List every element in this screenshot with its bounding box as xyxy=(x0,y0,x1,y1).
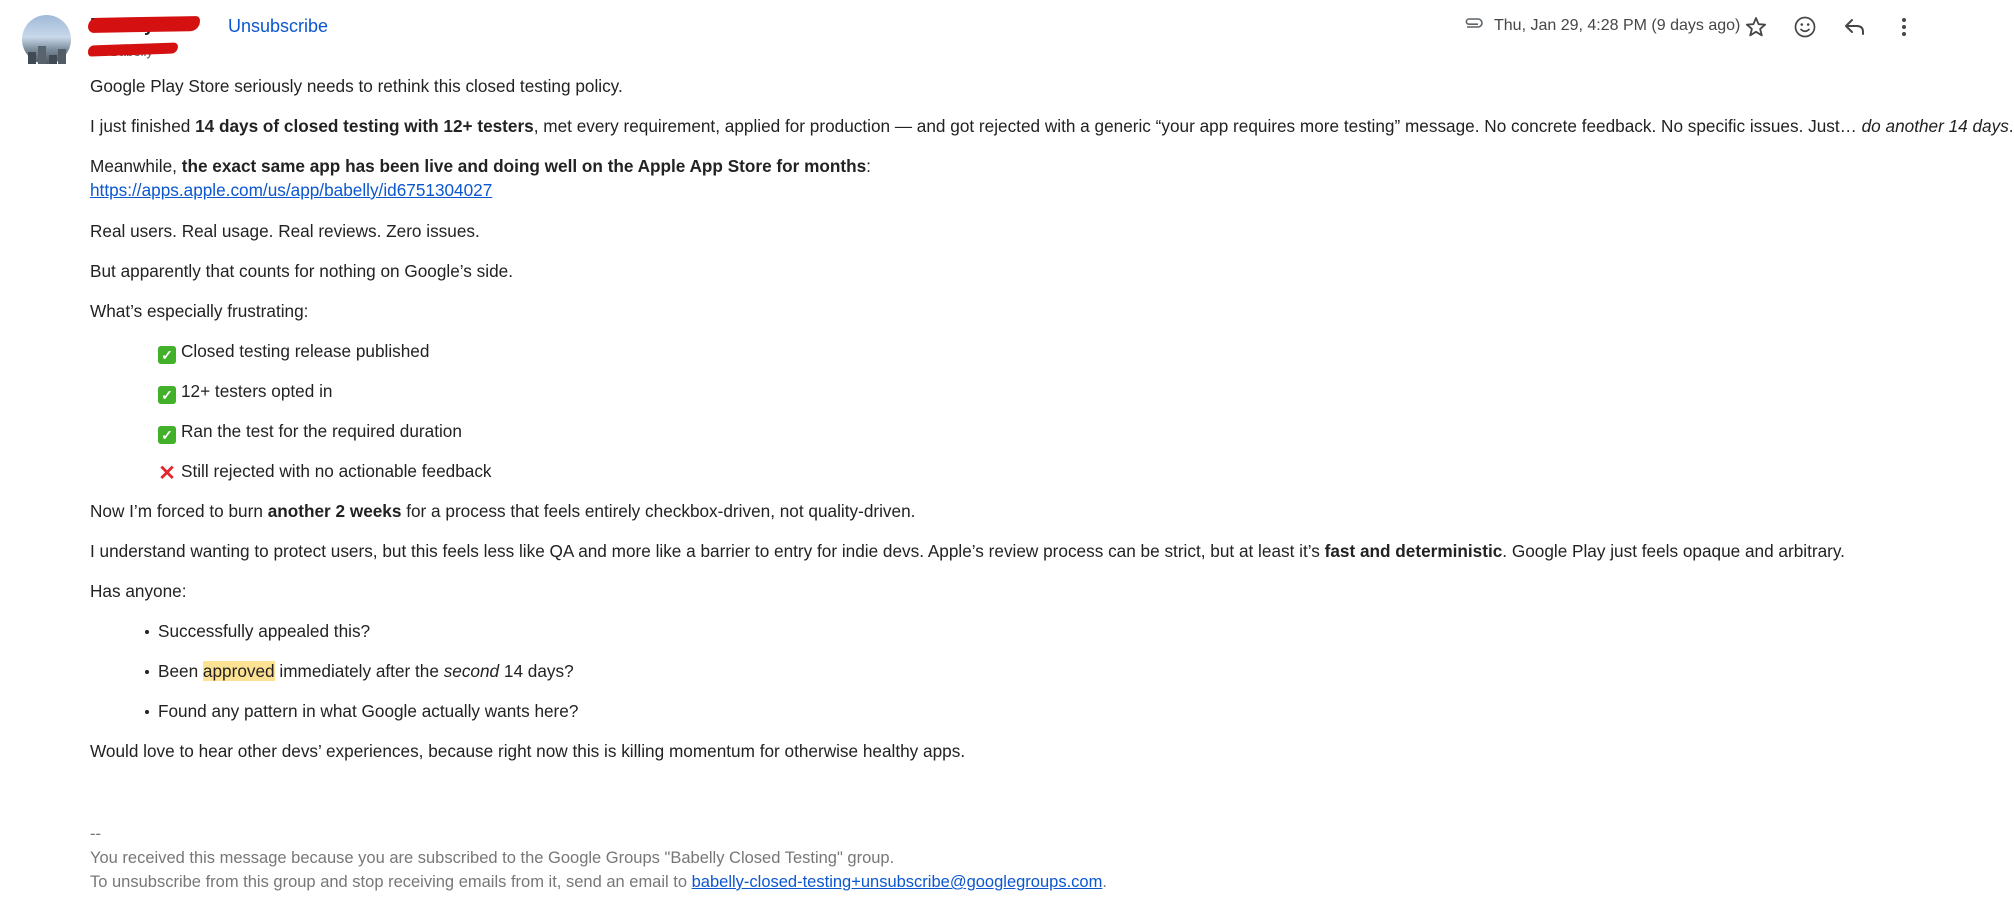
paragraph xyxy=(90,115,2014,138)
emoji-icon xyxy=(1790,12,1820,42)
paragraph: Google Play Store seriously needs to rethink this closed testing policy. xyxy=(90,76,623,96)
text: . xyxy=(1102,873,1107,891)
paragraph: Has anyone: xyxy=(90,581,187,601)
paragraph: What’s especially frustrating: xyxy=(90,301,309,321)
list-item: Found any pattern in what Google actually wants here? xyxy=(158,701,579,721)
footer-line: You received this message because you are subscribed to the Google Groups "Babelly Closed Testing" group. xyxy=(90,849,895,867)
check-mark-icon: ✓ xyxy=(158,386,176,404)
paragraph xyxy=(90,540,1845,563)
reply-icon xyxy=(1840,12,1870,42)
paragraph: But apparently that counts for nothing on Google’s side. xyxy=(90,261,513,281)
bold-text: 14 days of closed testing with 12+ testers xyxy=(195,116,534,136)
star-button[interactable] xyxy=(1741,12,1771,42)
link-line xyxy=(90,179,492,202)
text: I just finished xyxy=(90,116,196,136)
sender-avatar[interactable] xyxy=(22,15,71,64)
highlighted-text: approved xyxy=(202,661,275,681)
text: To unsubscribe from this group and stop receiving emails from it, send an email to xyxy=(90,873,692,891)
star-icon xyxy=(1741,12,1771,42)
text: 14 days? xyxy=(499,661,574,681)
redaction-mark xyxy=(88,42,178,56)
more-vert-icon xyxy=(1889,12,1919,42)
unsubscribe-email-link[interactable]: babelly-closed-testing+unsubscribe@googlegroups.com xyxy=(691,873,1103,891)
emoji-reaction-button[interactable] xyxy=(1790,12,1820,42)
cross-mark-icon: ✕ xyxy=(158,462,176,485)
text: Now I’m forced to burn xyxy=(90,501,268,521)
list-item xyxy=(158,380,332,404)
list-item-text: 12+ testers opted in xyxy=(181,381,333,401)
list-item xyxy=(158,460,492,483)
list-item-text: Ran the test for the required duration xyxy=(181,421,462,441)
text: . Google Play just feels opaque and arbitrary. xyxy=(1502,541,1845,561)
bold-text: the exact same app has been live and doing well on the Apple App Store for months xyxy=(181,156,867,176)
paragraph: Real users. Real usage. Real reviews. Zero issues. xyxy=(90,221,480,241)
paragraph xyxy=(90,500,915,523)
signature-separator: -- xyxy=(90,825,101,843)
list-item-text: Closed testing release published xyxy=(181,341,430,361)
list-item: Successfully appealed this? xyxy=(158,621,371,641)
list-item-text: Still rejected with no actionable feedback xyxy=(181,461,492,481)
paragraph: Would love to hear other devs’ experiences, because right now this is killing momentum for otherwise healthy apps. xyxy=(90,741,966,761)
italic-text: do another 14 days xyxy=(1861,116,2009,136)
text: immediately after the xyxy=(274,661,444,681)
unsubscribe-link[interactable]: Unsubscribe xyxy=(228,16,329,36)
message-header xyxy=(0,0,1920,80)
redaction-mark xyxy=(88,16,200,33)
text: Meanwhile, xyxy=(90,156,182,176)
text: I understand wanting to protect users, but this feels less like QA and more like a barrier to entry for indie devs. Apple’s review process can be strict, but at least it’s xyxy=(90,541,1325,561)
text: Been xyxy=(158,661,203,681)
text: : xyxy=(866,156,871,176)
check-mark-icon: ✓ xyxy=(158,346,176,364)
more-options-button[interactable] xyxy=(1889,12,1919,42)
bold-text: fast and deterministic xyxy=(1324,541,1503,561)
list-item xyxy=(158,340,429,364)
check-mark-icon: ✓ xyxy=(158,426,176,444)
paragraph xyxy=(90,155,871,178)
list-item xyxy=(158,420,462,444)
text: for a process that feels entirely checkbox-driven, not quality-driven. xyxy=(401,501,916,521)
text: , met every requirement, applied for production — and got rejected with a generic “your app requires more testing” message. No concrete feedback. No specific issues. Just… xyxy=(533,116,1862,136)
italic-text: second xyxy=(443,661,500,681)
text: . xyxy=(2008,116,2014,136)
reply-button[interactable] xyxy=(1840,12,1870,42)
bold-text: another 2 weeks xyxy=(267,501,402,521)
attachment-icon xyxy=(1463,16,1487,36)
message-date: Thu, Jan 29, 4:28 PM (9 days ago) xyxy=(1494,17,1741,34)
group-footer xyxy=(90,822,1107,894)
footer-line xyxy=(90,870,1107,894)
app-store-link[interactable]: https://apps.apple.com/us/app/babelly/id6751304027 xyxy=(90,180,493,200)
list-item xyxy=(158,660,574,683)
